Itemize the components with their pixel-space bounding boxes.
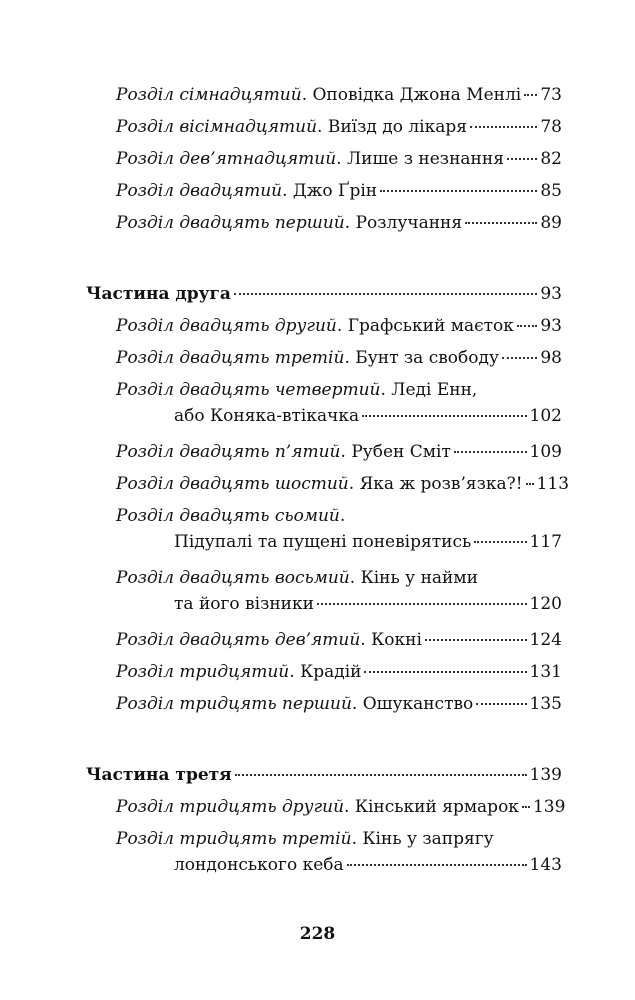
toc-page-number: 131 — [529, 662, 562, 682]
label-separator: . — [336, 149, 342, 169]
chapter-title: Крадій — [300, 662, 362, 682]
dot-leader — [474, 541, 526, 543]
dot-leader — [507, 158, 537, 160]
toc-page-number: 135 — [529, 694, 562, 714]
toc-chapter-entry[interactable] — [116, 441, 562, 463]
chapter-label: Розділ двадцятий — [116, 181, 283, 201]
toc-page-number: 120 — [529, 594, 562, 614]
label-separator: . — [339, 506, 346, 526]
label-separator: . — [360, 630, 366, 650]
toc-chapter-entry[interactable] — [116, 347, 562, 369]
chapter-label: Розділ сімнадцятий — [116, 85, 302, 105]
toc-page-number: 139 — [529, 765, 562, 785]
chapter-title: Виїзд до лікаря — [327, 117, 467, 137]
label-separator: . — [348, 474, 355, 494]
toc-page-number: 82 — [540, 149, 562, 169]
toc-chapter-entry[interactable] — [116, 567, 562, 589]
chapter-title: Ошуканство — [362, 694, 474, 714]
chapter-label: Розділ двадцять четвертий — [116, 380, 381, 400]
label-separator: . — [317, 117, 323, 137]
toc-page-number: 102 — [529, 406, 562, 426]
chapter-label: Розділ тридцять другий — [116, 797, 345, 817]
chapter-title: Яка ж розв’язка?! — [359, 474, 523, 494]
page-number: 228 — [299, 924, 336, 944]
dot-leader — [347, 864, 527, 866]
chapter-label: Розділ вісімнадцятий — [116, 117, 318, 137]
chapter-title: Розлучання — [355, 213, 463, 233]
chapter-label: Розділ двадцять перший — [116, 213, 345, 233]
label-separator: . — [301, 85, 308, 105]
chapter-title: Кінь у найми — [360, 568, 478, 588]
toc-page-number: 78 — [540, 117, 562, 137]
label-separator: . — [351, 694, 358, 714]
toc-chapter-entry[interactable] — [116, 180, 562, 202]
chapter-label: Розділ двадцять третій — [116, 348, 345, 368]
label-separator: . — [344, 348, 350, 368]
chapter-title: Кінський ярмарок — [354, 797, 519, 817]
chapter-title: Леді Енн, — [391, 380, 478, 400]
dot-leader — [470, 126, 537, 128]
toc-page-number: 98 — [540, 348, 562, 368]
toc-page-number: 73 — [540, 85, 562, 105]
label-separator: . — [282, 181, 288, 201]
label-separator: . — [344, 213, 351, 233]
toc-page-number: 85 — [540, 181, 562, 201]
toc-chapter-entry[interactable] — [116, 84, 562, 106]
dot-leader — [235, 774, 527, 776]
toc-chapter-entry[interactable] — [116, 473, 570, 495]
toc-page-number: 124 — [529, 630, 562, 650]
dot-leader — [524, 94, 537, 96]
toc-page-number: 93 — [540, 316, 562, 336]
toc-page-number: 93 — [540, 284, 562, 304]
label-separator: . — [349, 568, 356, 588]
chapter-title: Бунт за свободу — [355, 348, 499, 368]
toc-page-number: 117 — [529, 532, 562, 552]
dot-leader — [454, 451, 527, 453]
chapter-title: Джо Ґрін — [292, 181, 378, 201]
toc-chapter-entry[interactable] — [116, 116, 562, 138]
toc-chapter-entry-continuation[interactable] — [174, 405, 562, 427]
chapter-title: Кінь у запрягу — [362, 829, 494, 849]
toc-chapter-entry[interactable] — [116, 796, 566, 818]
toc-part-heading[interactable] — [86, 764, 562, 786]
dot-leader — [234, 293, 537, 295]
chapter-label: Розділ двадцять другий — [116, 316, 337, 336]
toc-chapter-entry-continuation[interactable] — [174, 593, 562, 615]
chapter-label: Розділ двадцять п’ятий — [116, 442, 341, 462]
chapter-title-continuation: Підупалі та пущені поневірятись — [174, 532, 472, 552]
label-separator: . — [289, 662, 295, 682]
dot-leader — [476, 703, 526, 705]
toc-chapter-entry[interactable] — [116, 505, 562, 527]
toc-part-heading[interactable] — [86, 283, 562, 305]
toc-chapter-entry[interactable] — [116, 629, 562, 651]
chapter-label: Розділ двадцять шостий — [116, 474, 349, 494]
toc-chapter-entry[interactable] — [116, 148, 562, 170]
chapter-title: Рубен Сміт — [351, 442, 451, 462]
toc-page-number: 139 — [532, 797, 566, 817]
chapter-label: Розділ двадцять восьмий — [116, 568, 350, 588]
chapter-title: Кокні — [371, 630, 422, 650]
chapter-title: Оповідка Джона Менлі — [312, 85, 522, 105]
part-title: Частина третя — [86, 765, 232, 785]
dot-leader — [502, 357, 537, 359]
chapter-label: Розділ тридцять третій — [116, 829, 352, 849]
label-separator: . — [351, 829, 357, 849]
toc-chapter-entry[interactable] — [116, 661, 562, 683]
chapter-label: Розділ тридцятий — [116, 662, 290, 682]
toc-page-number: 109 — [529, 442, 562, 462]
toc-chapter-entry-continuation[interactable] — [174, 854, 562, 876]
dot-leader — [517, 325, 537, 327]
chapter-label: Розділ двадцять сьомий — [116, 506, 340, 526]
toc-chapter-entry[interactable] — [116, 828, 562, 850]
chapter-title-continuation: лондонського кеба — [174, 855, 344, 875]
label-separator: . — [344, 797, 350, 817]
dot-leader — [380, 190, 537, 192]
toc-chapter-entry[interactable] — [116, 693, 562, 715]
chapter-label: Розділ дев’ятнадцятий — [116, 149, 337, 169]
toc-page-number: 113 — [536, 474, 570, 494]
dot-leader — [364, 671, 526, 673]
part-title: Частина друга — [86, 284, 231, 304]
label-separator: . — [380, 380, 386, 400]
toc-chapter-entry-continuation[interactable] — [174, 531, 562, 553]
dot-leader — [465, 222, 537, 224]
chapter-title: Лише з незнання — [346, 149, 504, 169]
toc-chapter-entry[interactable] — [116, 379, 562, 401]
dot-leader — [522, 806, 530, 808]
dot-leader — [317, 603, 527, 605]
chapter-title-continuation: або Коняка-втікачка — [174, 406, 360, 426]
chapter-title: Графський маєток — [347, 316, 514, 336]
chapter-title-continuation: та його візники — [174, 594, 314, 614]
chapter-label: Розділ двадцять дев’ятий — [116, 630, 361, 650]
toc-page-number: 143 — [529, 855, 562, 875]
label-separator: . — [336, 316, 343, 336]
dot-leader — [425, 639, 527, 641]
toc-page-number: 89 — [540, 213, 562, 233]
toc-chapter-entry[interactable] — [116, 315, 562, 337]
chapter-label: Розділ тридцять перший — [116, 694, 352, 714]
label-separator: . — [340, 442, 346, 462]
toc-chapter-entry[interactable] — [116, 212, 562, 234]
dot-leader — [362, 415, 526, 417]
dot-leader — [526, 483, 534, 485]
